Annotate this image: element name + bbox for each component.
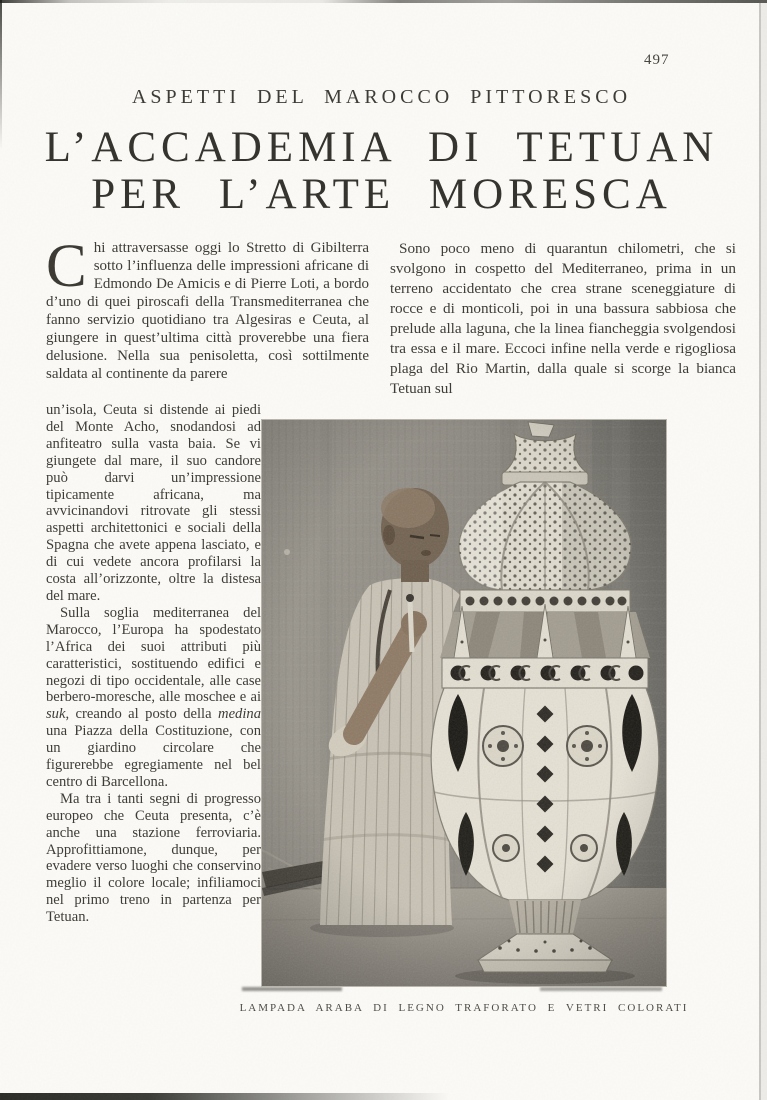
photograph: [262, 420, 666, 986]
photo-grain: [262, 420, 666, 986]
article-title-line2: PER L’ARTE MORESCA: [91, 171, 672, 218]
article-title: [0, 124, 763, 218]
photo-illustration: [262, 420, 666, 986]
page-number: 497: [644, 52, 670, 68]
column-left-narrow: [46, 402, 261, 926]
column-left-wide: [46, 233, 369, 383]
paragraph-ceuta: un’isola, Ceuta si distende ai piedi del Monte Acho, snodandosi ad anfiteatro sulla vasta baia. Se vi giungete dal mare, il suo candore può darvi un’impressione tipicamente africana, ma avvicinandovi ritrovate gli stessi aspetti architettonici e sociali della Spagna che avete appena lasciato, e di cui vedete ancora profilarsi la costa all’orizzonte, oltre la distesa del mare.: [46, 402, 261, 604]
scan-smudge-left: [242, 987, 342, 991]
photo-caption: LAMPADA ARABA DI LEGNO TRAFORATO E VETRI COLORATI: [239, 1002, 689, 1014]
article-title-line1: L’ACCADEMIA DI TETUAN: [44, 124, 719, 171]
article-kicker: ASPETTI DEL MAROCCO PITTORESCO: [131, 86, 632, 108]
scan-edge-top: [0, 0, 767, 3]
italic-suk: suk: [46, 706, 66, 723]
paragraph-chilometri: Sono poco meno di quarantun chilometri, che si svolgono in cospetto del Mediterraneo, prima in un terreno accidentato che crea strane sceneggiature di rocce e di monticoli, poi in una bassura sabbiosa che prelude alla laguna, che la linea fiancheggia svolgendosi tra essa e il mare. Eccoci infine nella verde e rigogliosa plaga del Rio Martin, dalla quale si scorge la bianca Tetuan sul: [390, 240, 736, 397]
italic-medina: medina: [218, 706, 261, 723]
scan-smudge-right: [540, 987, 662, 991]
paragraph-intro: [46, 233, 369, 383]
column-right: [390, 239, 736, 399]
paragraph-intro-text: hi attraversasse oggi lo Stretto di Gibilterra sotto l’influenza delle impressioni africane di Edmondo De Amicis e di Pierre Loti, a bordo d’uno di quei piroscafi della Transmediterranea che fanno servizio quotidiano tra Algesiras e Ceuta, al giungere in quest’ultima città proverebbe una fiera delusione. Nella sua penisoletta, così sottilmente saldata al continente da parere: [46, 240, 369, 382]
drop-cap: C: [46, 233, 87, 300]
scan-edge-bottom: [0, 1093, 500, 1100]
paragraph-progresso: Ma tra i tanti segni di progresso europeo che Ceuta presenta, c’è anche una stazione ferroviaria. Approfittiamone, dunque, per evadere verso luoghi che conservino meglio il colore locale; infiliamoci nel primo treno in partenza per Tetuan.: [46, 790, 261, 926]
paragraph-soglia: Sulla soglia mediterranea del Marocco, l’Europa ha spodestato l’Africa dei suoi attributi più caratteristici, sostituendo edifici e negozi di tipo occidentale, alle case berbero-moresche, alle moschee e ai suk, creando al posto della medina una Piazza della Costituzione, con un giardino circolare che figurerebbe egregiamente nel bel centro di Barcellona.: [46, 604, 261, 790]
